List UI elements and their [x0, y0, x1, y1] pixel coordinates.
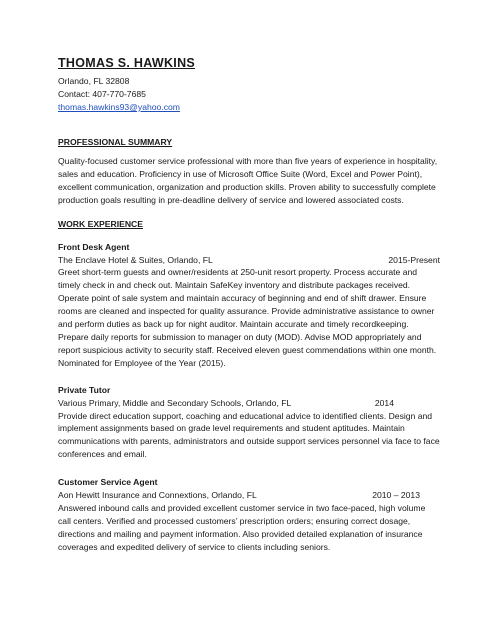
- job-entry: [58, 241, 440, 370]
- job-dates: 2015-Present: [388, 254, 440, 265]
- job-employer: Various Primary, Middle and Secondary Schools, Orlando, FL: [58, 397, 292, 408]
- job-employer: Aon Hewitt Insurance and Connextions, Orlando, FL: [58, 490, 257, 501]
- email-link[interactable]: thomas.hawkins93@yahoo.com: [58, 102, 180, 112]
- job-description: Provide direct education support, coaching and educational advice to identified clients. Design and implement assignments based on grade level requirements and student aptitudes. Maintain communications with parents, administrators and outside support services personnel via face to face conferences and email.: [58, 410, 440, 460]
- summary-text: Quality-focused customer service professional with more than five years of experience in hospitality, sales and education. Proficiency in use of Microsoft Office Suite (Word, Excel and Power Point), excellent communication, organization and production skills. Proven ability to successfully complete production goals resulting in pre-deadline delivery of service and lowered associated costs.: [58, 156, 438, 205]
- job-title: Front Desk Agent: [58, 241, 130, 252]
- job-title: Private Tutor: [58, 384, 111, 395]
- job-dates: 2010 – 2013: [372, 490, 420, 501]
- summary-heading: PROFESSIONAL SUMMARY: [58, 137, 173, 147]
- job-entry: [58, 476, 440, 553]
- job-description: Greet short-term guests and owner/residents at 250-unit resort property. Process accurate and timely check in and check out. Maintain SafeKey inventory and distribute packages received. Operate point of sale system and maintain accuracy of beginning and end of shift drawer. Ensure rooms are cleaned and inspected for quality assurance. Provide administrative assistance to owner and perform duties as back up for night auditor. Maintain accurate and timely recordkeeping. Prepare daily reports for submission to manager on duty (MOD). Advise MOD appropriately and report suspicious activity to security staff. Received eleven guest commendations within one month. Nominated for Employee of the Year (2015).: [58, 267, 437, 368]
- experience-heading: WORK EXPERIENCE: [58, 218, 143, 229]
- resume-content: [58, 56, 440, 554]
- phone-contact: Contact: 407-770-7685: [58, 89, 146, 99]
- job-entry: [58, 384, 440, 461]
- job-employer: The Enclave Hotel & Suites, Orlando, FL: [58, 254, 213, 265]
- job-title: Customer Service Agent: [58, 477, 158, 488]
- job-description: Answered inbound calls and provided excellent customer service in two face-paced, high volume call centers. Verified and processed customers’ prescription orders; ensuring correct dosage, directions and mailing and payment information. Also provided detailed explanation of insurance coverages and expedited delivery of service to clients including seniors.: [58, 502, 426, 552]
- job-dates: 2014: [374, 397, 394, 408]
- candidate-name: THOMAS S. HAWKINS: [58, 56, 196, 70]
- location: Orlando, FL 32808: [58, 76, 130, 86]
